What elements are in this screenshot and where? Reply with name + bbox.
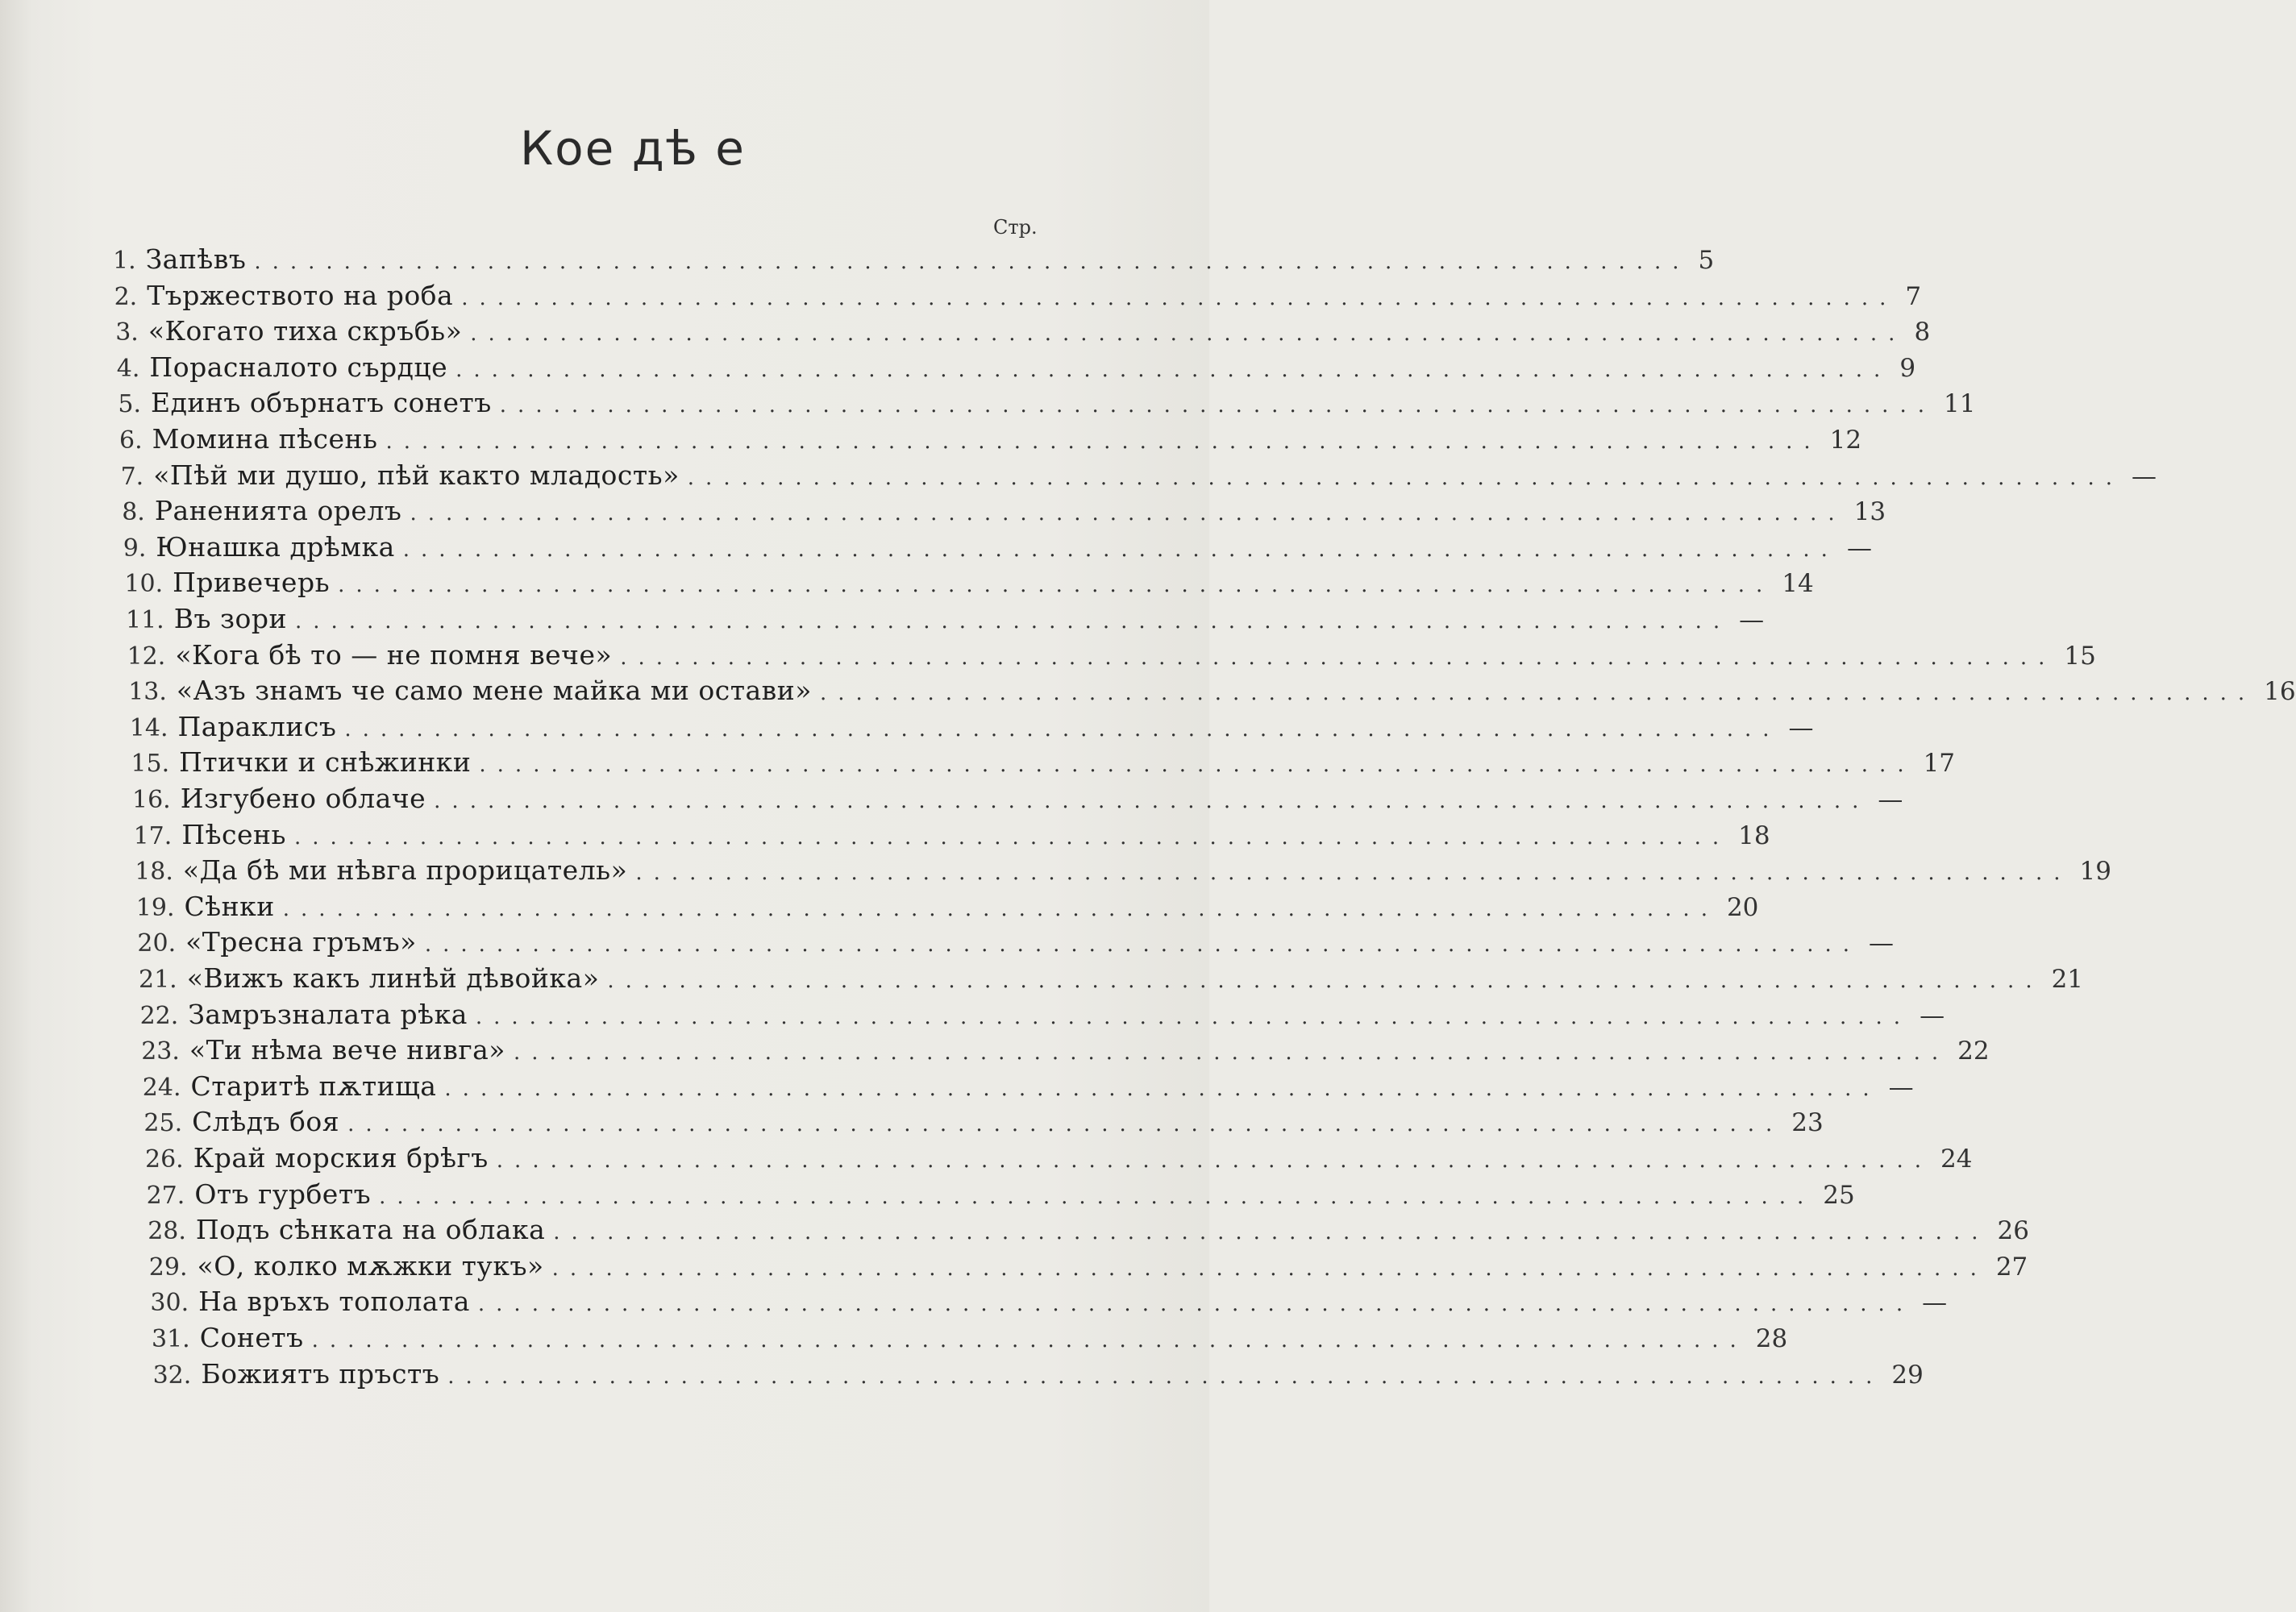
- toc-entry-number: 5.: [118, 390, 142, 419]
- toc-entry-number: 17.: [133, 821, 173, 850]
- toc-entry-title: Изгубено облаче: [180, 783, 426, 814]
- toc-entry-title: «Кога бѣ то — не помня вече»: [175, 638, 613, 671]
- toc-entry-title: Подъ сѣнката на облака: [195, 1214, 546, 1246]
- toc-entry: [129, 709, 1814, 745]
- leader-dots: ................................................................................: [385, 430, 1822, 454]
- toc-entry: [116, 350, 1916, 385]
- toc-entry: [137, 924, 1895, 960]
- toc-entry-number: 31.: [152, 1325, 190, 1353]
- toc-entry-page: 16: [2264, 677, 2296, 707]
- toc-entry-number: 10.: [124, 570, 164, 599]
- toc-entry-number: 6.: [119, 426, 143, 455]
- toc-entry-title: «Тресна гръмъ»: [185, 926, 417, 958]
- toc-entry: [120, 458, 2157, 493]
- toc-entry-page: —: [1846, 533, 1872, 563]
- toc-entry-page: 12: [1829, 426, 1862, 455]
- toc-entry-page: 18: [1738, 821, 1770, 850]
- toc-entry-number: 8.: [122, 498, 145, 527]
- toc-entry-number: 14.: [129, 713, 168, 742]
- leader-dots: ................................................................................: [282, 896, 1719, 921]
- toc-entry-title: Запѣвъ: [145, 243, 247, 275]
- toc-entry-page: —: [1739, 605, 1765, 634]
- toc-entry-title: Край морския брѣгъ: [193, 1142, 489, 1174]
- toc-entry-number: 16.: [132, 786, 171, 814]
- toc-entry-page: —: [2131, 461, 2157, 491]
- toc-entry: [123, 530, 1872, 565]
- leader-dots: ................................................................................: [455, 357, 1892, 382]
- toc-entry: [113, 242, 1715, 277]
- toc-entry-title: Порасналото сърдце: [149, 351, 448, 383]
- toc-entry-title: Божиятъ пръстъ: [201, 1357, 440, 1390]
- toc-entry-title: Сѣнки: [184, 890, 275, 922]
- leader-dots: ................................................................................: [475, 1004, 1912, 1029]
- leader-dots: ................................................................................: [338, 573, 1774, 598]
- leader-dots: ................................................................................: [402, 537, 1839, 562]
- leader-dots: ................................................................................: [513, 1041, 1950, 1066]
- toc-entry-page: 5: [1698, 246, 1715, 275]
- toc-entry: [128, 673, 2296, 708]
- toc-entry-title: Въ зори: [173, 603, 287, 634]
- toc-entry-page: 22: [1957, 1037, 1990, 1066]
- toc-entry-page: 29: [1891, 1360, 1924, 1390]
- toc-entry-number: 23.: [141, 1037, 180, 1066]
- toc-entry-page: 21: [2051, 965, 2084, 994]
- toc-entry: [115, 314, 1931, 349]
- toc-entry: [142, 1069, 1914, 1104]
- toc-entry-title: «Вижъ какъ линѣй дѣвойка»: [186, 962, 600, 994]
- leader-dots: ................................................................................: [311, 1328, 1748, 1352]
- toc-entry-number: 2.: [114, 282, 138, 311]
- toc-entry: [133, 817, 1770, 853]
- leader-dots: ................................................................................: [496, 1149, 1932, 1173]
- leader-dots: ................................................................................: [344, 717, 1781, 742]
- toc-entry: [148, 1248, 2028, 1284]
- toc-entry-page: 9: [1899, 353, 1916, 383]
- leader-dots: ................................................................................: [254, 250, 1691, 274]
- toc-entry-title: Тържеството на роба: [147, 279, 454, 311]
- leader-dots: ................................................................................: [607, 969, 2044, 993]
- toc-entry: [145, 1140, 1973, 1176]
- leader-dots: ................................................................................: [479, 753, 1915, 778]
- toc-entry-title: Слѣдъ боя: [192, 1106, 340, 1138]
- leader-dots: ................................................................................: [819, 681, 2256, 706]
- page-column-label: Стр.: [993, 216, 1038, 239]
- toc-entry-number: 4.: [116, 354, 140, 383]
- toc-entry: [152, 1320, 1788, 1356]
- toc-entry: [132, 781, 1903, 816]
- page-title: Кое дѣ е: [520, 121, 746, 176]
- toc-entry-title: «Когато тиха скръбь»: [148, 315, 463, 347]
- toc-entry: [122, 493, 1886, 529]
- leader-dots: ................................................................................: [379, 1184, 1816, 1209]
- toc-entry-title: «Да бѣ ми нѣвга прорицатель»: [182, 854, 628, 887]
- toc-entry: [131, 745, 1956, 780]
- toc-entry-page: 27: [1995, 1252, 2028, 1282]
- toc-entry-number: 25.: [144, 1109, 183, 1138]
- toc-entry-page: 13: [1853, 497, 1886, 527]
- toc-entry: [152, 1356, 1924, 1392]
- leader-dots: ................................................................................: [635, 861, 2072, 886]
- toc-entry: [148, 1212, 2029, 1248]
- toc-entry-page: —: [1920, 1000, 1945, 1030]
- toc-entry-number: 27.: [146, 1181, 185, 1210]
- toc-entry-number: 19.: [135, 893, 175, 922]
- leader-dots: ................................................................................: [499, 393, 1936, 418]
- toc-entry-number: 13.: [128, 678, 167, 707]
- toc-entry-page: —: [1788, 713, 1814, 742]
- toc-entry-title: «Ти нѣма вече нивга»: [189, 1034, 505, 1066]
- toc-entry-number: 30.: [150, 1289, 189, 1318]
- leader-dots: ................................................................................: [424, 933, 1861, 958]
- toc-entry-number: 15.: [131, 750, 170, 779]
- toc-entry-title: Привечерь: [173, 567, 331, 599]
- toc-entry-number: 11.: [126, 606, 164, 634]
- toc-entry-number: 3.: [115, 318, 139, 347]
- toc-entry-title: Единъ обърнатъ сонетъ: [151, 387, 492, 419]
- toc-entry-title: Отъ гурбетъ: [194, 1178, 372, 1210]
- toc-entry: [135, 889, 1759, 924]
- toc-entry: [135, 853, 2111, 888]
- toc-entry-page: 7: [1905, 281, 1922, 311]
- toc-entry-page: 20: [1726, 892, 1759, 922]
- leader-dots: ................................................................................: [687, 465, 2123, 490]
- toc-entry-number: 12.: [127, 642, 166, 671]
- toc-entry: [144, 1104, 1824, 1140]
- leader-dots: ................................................................................: [553, 1220, 1990, 1245]
- toc-entry-page: 25: [1823, 1180, 1855, 1210]
- leader-dots: ................................................................................: [447, 1364, 1884, 1389]
- toc-entry-title: Момина пѣсень: [152, 423, 378, 455]
- toc-entry-title: На връхъ тополата: [198, 1286, 470, 1318]
- leader-dots: ................................................................................: [477, 1292, 1915, 1317]
- toc-entry-page: 24: [1940, 1145, 1973, 1174]
- toc-entry: [127, 638, 2096, 673]
- toc-entry: [139, 997, 1945, 1032]
- toc-entry: [141, 1032, 1990, 1068]
- toc-entry-number: 28.: [148, 1217, 186, 1246]
- toc-entry: [118, 385, 1976, 421]
- toc-entry-page: 8: [1914, 318, 1931, 347]
- toc-entry-page: 17: [1923, 749, 1956, 779]
- leader-dots: ................................................................................: [620, 645, 2057, 670]
- toc-entry: [150, 1284, 1948, 1319]
- toc-entry: [126, 601, 1765, 637]
- toc-entry: [114, 278, 1922, 314]
- leader-dots: ................................................................................: [551, 1256, 1988, 1281]
- toc-entry-title: «Пѣй ми душо, пѣй както младость»: [153, 459, 680, 491]
- toc-entry-number: 1.: [113, 247, 136, 275]
- toc-entry-title: Замръзналата рѣка: [188, 998, 468, 1030]
- toc-entry-number: 22.: [139, 1001, 179, 1030]
- toc-entry-title: Раненията орелъ: [154, 495, 402, 527]
- toc-entry: [139, 961, 2084, 996]
- toc-entry-title: Птички и снѣжинки: [179, 746, 472, 779]
- toc-entry-title: Старитѣ пѫтища: [190, 1070, 437, 1102]
- leader-dots: ................................................................................: [434, 789, 1870, 813]
- toc-entry: [146, 1177, 1855, 1212]
- toc-entry-page: —: [1878, 785, 1903, 814]
- leader-dots: ................................................................................: [461, 285, 1898, 310]
- leader-dots: ................................................................................: [470, 322, 1907, 347]
- toc-entry-number: 20.: [137, 929, 177, 958]
- toc-entry-page: 19: [2079, 857, 2111, 887]
- leader-dots: ................................................................................: [294, 609, 1732, 634]
- toc-entry-title: «Азъ знамъ че само мене майка ми остави»: [176, 675, 812, 707]
- toc-entry-page: 26: [1997, 1216, 2029, 1246]
- toc-entry-title: Параклисъ: [177, 710, 337, 742]
- leader-dots: ................................................................................: [293, 825, 1731, 850]
- toc-entry-page: —: [1869, 929, 1895, 958]
- toc-entry-page: 11: [1943, 389, 1976, 419]
- toc-entry-number: 29.: [148, 1253, 188, 1282]
- toc-entry-number: 7.: [120, 462, 144, 491]
- toc-entry-title: Пѣсень: [181, 818, 286, 850]
- toc-entry-number: 26.: [145, 1145, 184, 1174]
- toc-entry-page: —: [1922, 1288, 1948, 1318]
- toc-entry-page: 28: [1755, 1324, 1788, 1353]
- toc-entry-number: 21.: [139, 966, 177, 994]
- toc-entry-page: —: [1888, 1072, 1914, 1102]
- toc-entry: [119, 422, 1862, 457]
- toc-entry-title: «О, колко мѫжки тукъ»: [197, 1249, 544, 1282]
- leader-dots: ................................................................................: [347, 1112, 1784, 1137]
- toc-entry-title: Юнашка дрѣмка: [156, 530, 395, 563]
- toc-entry-number: 32.: [152, 1361, 192, 1390]
- toc-entry-title: Сонетъ: [199, 1322, 304, 1353]
- leader-dots: ................................................................................: [410, 501, 1846, 526]
- toc-entry-number: 24.: [142, 1073, 181, 1102]
- toc-entry-page: 15: [2064, 641, 2096, 671]
- toc-entry: [124, 565, 1814, 600]
- toc-entry-page: 23: [1791, 1108, 1824, 1138]
- leader-dots: ................................................................................: [444, 1076, 1881, 1101]
- toc-entry-number: 18.: [135, 858, 173, 887]
- toc-entry-page: 14: [1782, 569, 1814, 599]
- toc-entry-number: 9.: [123, 534, 147, 563]
